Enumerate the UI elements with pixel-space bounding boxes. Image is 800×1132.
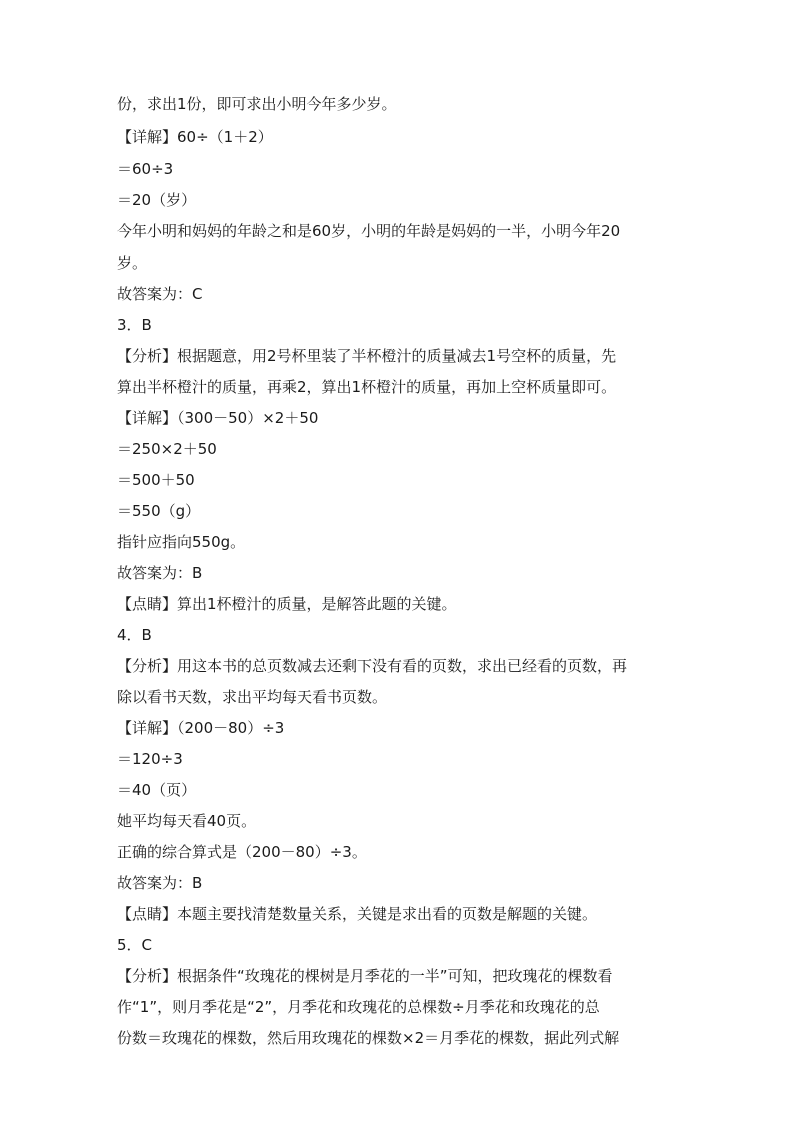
text-line: 4．B <box>117 626 152 644</box>
text-line: 故答案为：B <box>117 564 203 582</box>
text-line: 故答案为：B <box>117 874 203 892</box>
text-line: ＝40（页） <box>117 781 197 799</box>
text-line: 【分析】用这本书的总页数减去还剩下没有看的页数，求出已经看的页数，再 <box>117 657 628 675</box>
text-line: ＝550（g） <box>117 502 201 520</box>
text-line: ＝120÷3 <box>117 750 183 768</box>
text-line: 除以看书天数，求出平均每天看书页数。 <box>117 688 388 706</box>
text-line: 份，求出1份，即可求出小明今年多少岁。 <box>117 95 397 113</box>
text-line: 【点睛】本题主要找清楚数量关系，关键是求出看的页数是解题的关键。 <box>117 905 598 923</box>
text-line: 【分析】根据题意，用2号杯里装了半杯橙汁的质量减去1号空杯的质量，先 <box>117 347 617 365</box>
text-line: 3．B <box>117 316 152 334</box>
text-line: 她平均每天看40页。 <box>117 812 257 830</box>
text-line: ＝250×2＋50 <box>117 440 217 458</box>
text-line: 5．C <box>117 936 153 954</box>
text-line: 岁。 <box>117 254 148 272</box>
text-line: ＝60÷3 <box>117 160 174 178</box>
text-line: 作“1”，则月季花是“2”，月季花和玫瑰花的总棵数÷月季花和玫瑰花的总 <box>117 998 600 1016</box>
text-line: 算出半杯橙汁的质量，再乘2，算出1杯橙汁的质量，再加上空杯质量即可。 <box>117 378 617 396</box>
text-line: 故答案为：C <box>117 285 203 303</box>
text-line: 【详解】（200－80）÷3 <box>117 719 285 737</box>
text-line: 份数＝玫瑰花的棵数，然后用玫瑰花的棵数×2＝月季花的棵数，据此列式解 <box>117 1029 620 1047</box>
text-line: 今年小明和妈妈的年龄之和是60岁，小明的年龄是妈妈的一半，小明今年20 <box>117 222 621 240</box>
text-line: ＝20（岁） <box>117 191 197 209</box>
text-line: 指针应指向550g。 <box>117 533 246 551</box>
text-line: 【点睛】算出1杯橙汁的质量，是解答此题的关键。 <box>117 595 457 613</box>
text-line: ＝500＋50 <box>117 471 195 489</box>
text-line: 【详解】60÷（1＋2） <box>117 128 273 146</box>
text-line: 【详解】（300－50）×2＋50 <box>117 409 319 427</box>
text-line: 【分析】根据条件“玫瑰花的棵树是月季花的一半”可知，把玫瑰花的棵数看 <box>117 967 613 985</box>
text-line: 正确的综合算式是（200－80）÷3。 <box>117 843 367 861</box>
